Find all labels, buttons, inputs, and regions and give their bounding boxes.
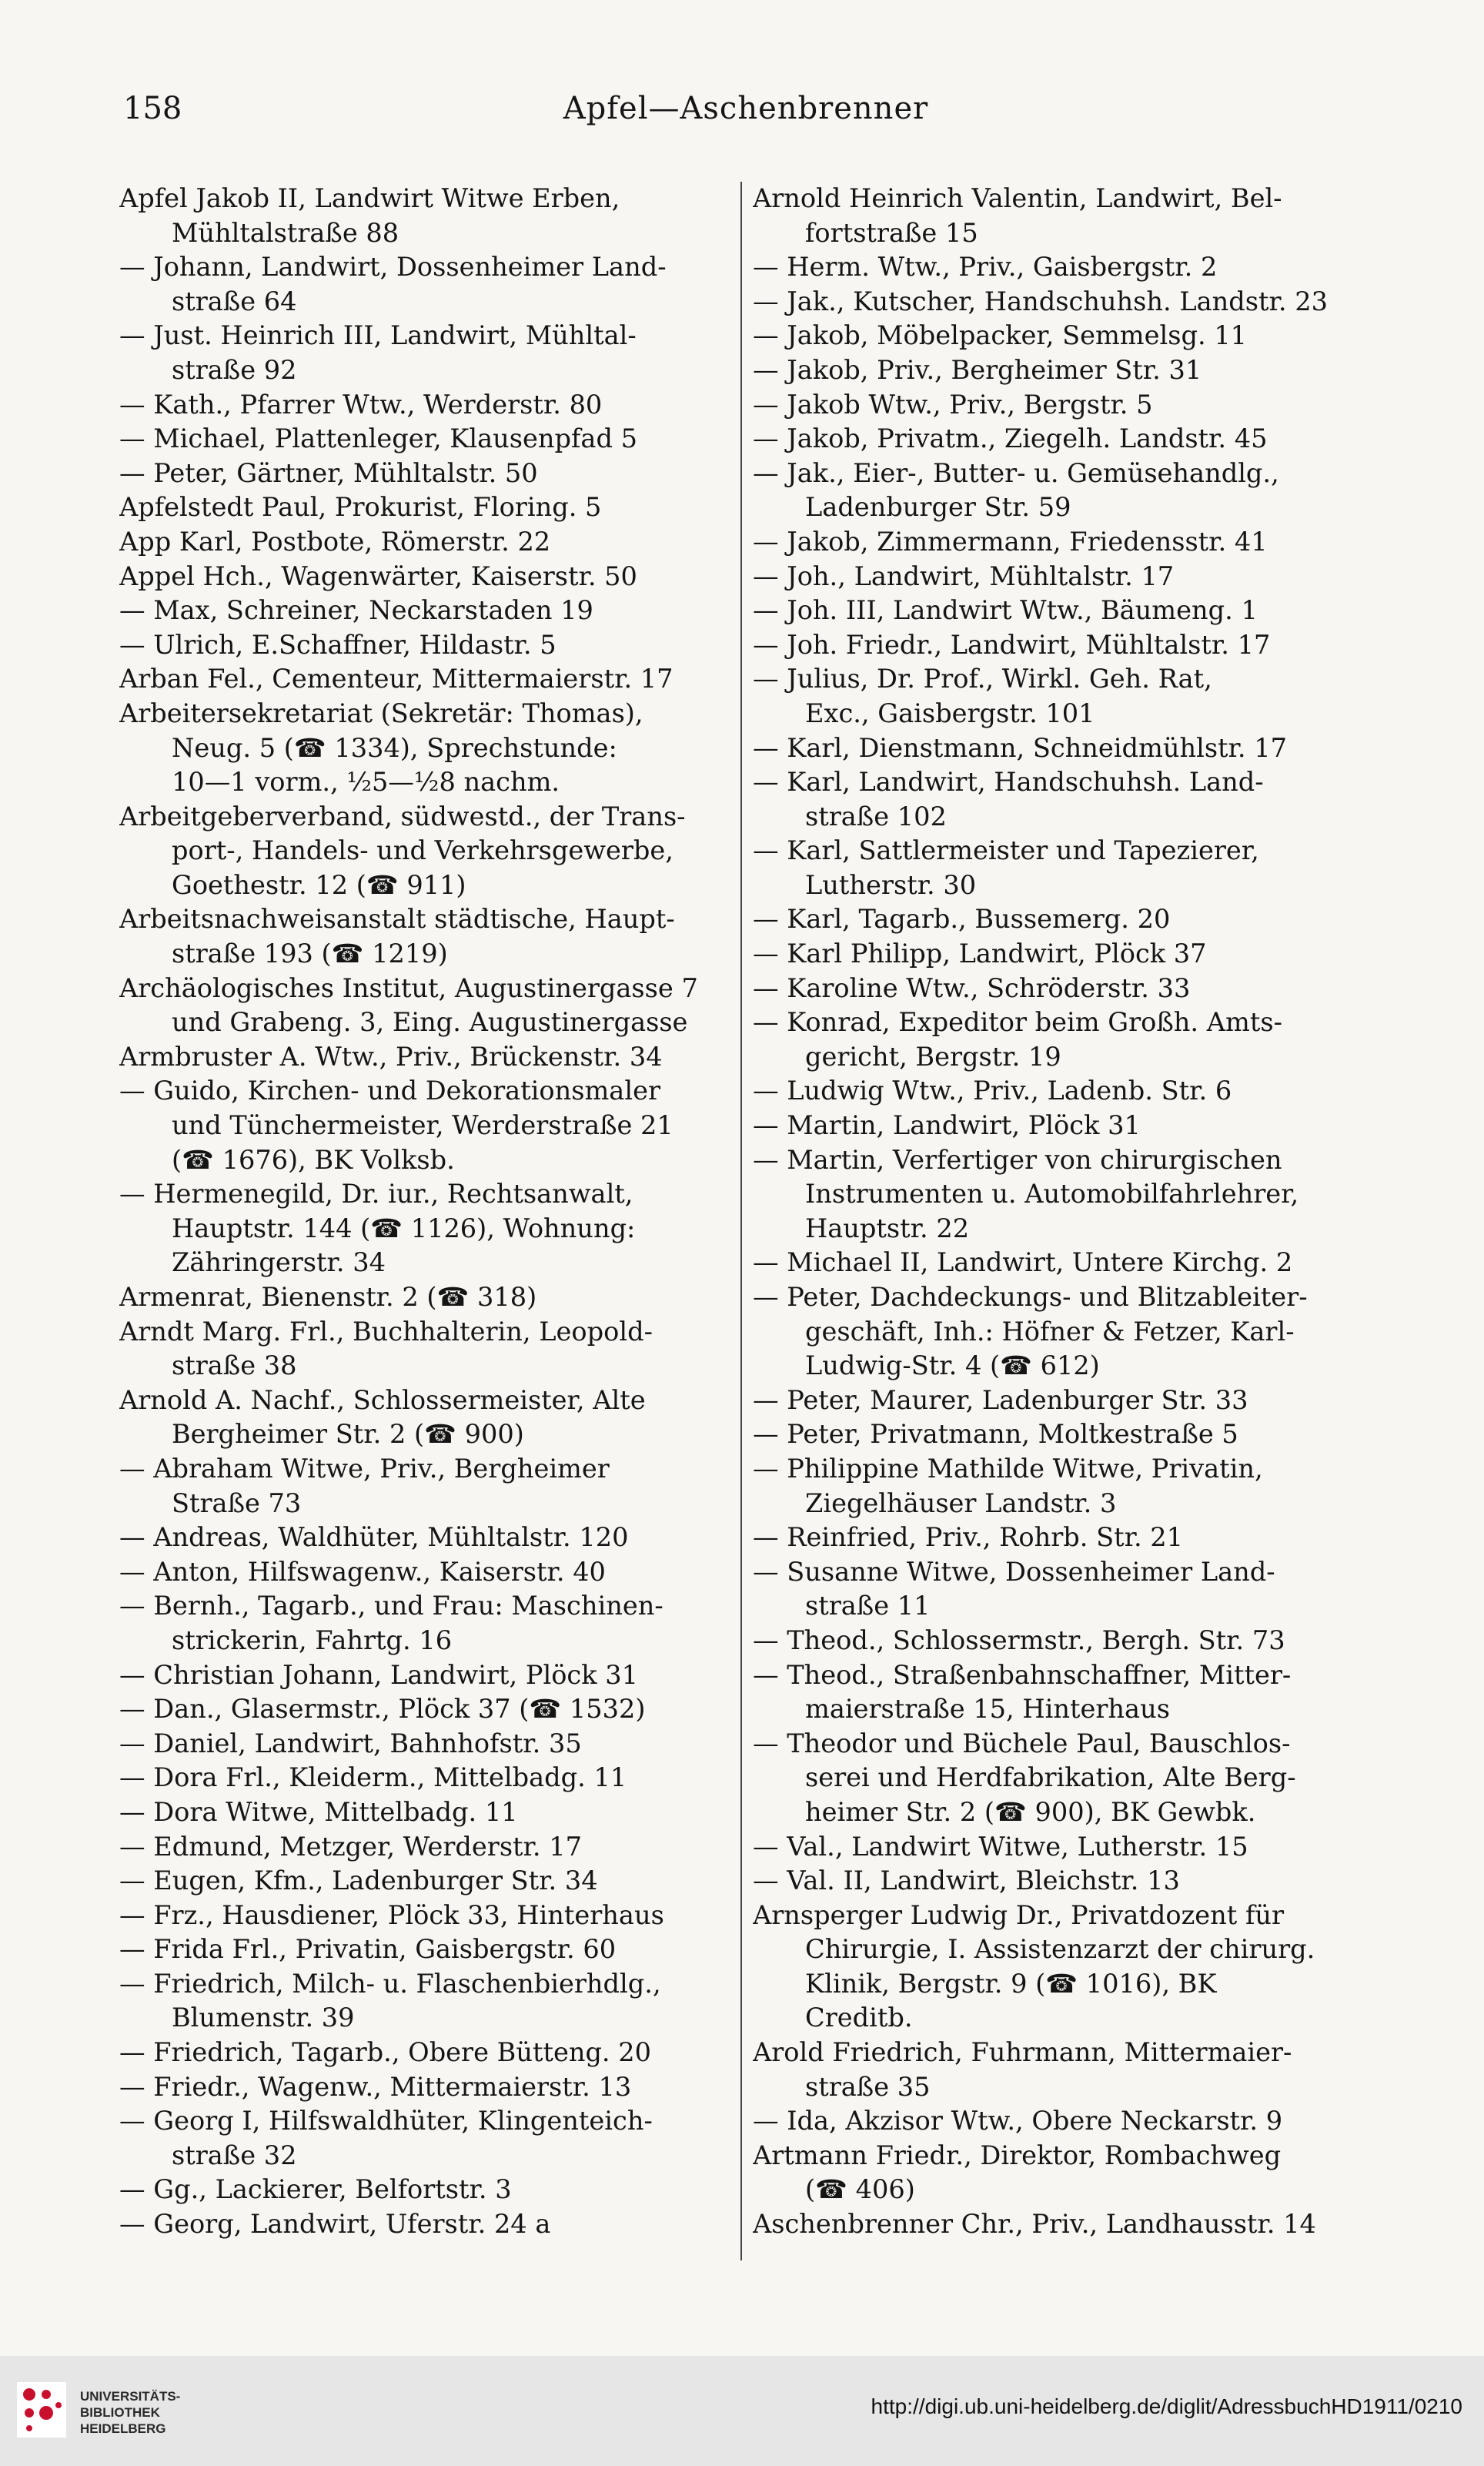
directory-entry — [119, 628, 727, 663]
entry-line: Armbruster A. Wtw., Priv., Brückenstr. 34 — [119, 1041, 663, 1072]
column-divider — [740, 182, 742, 2260]
directory-entry — [119, 1555, 727, 1590]
page-number: 158 — [123, 91, 182, 126]
entry-continuation-line: Instrumenten u. Automobilfahrlehrer, — [805, 1179, 1299, 1210]
directory-entry — [119, 490, 727, 525]
directory-entry — [753, 1521, 1372, 1555]
entry-continuation-line: 10—1 vorm., ½5—½8 nachm. — [172, 767, 560, 798]
entry-line: — Karoline Wtw., Schröderstr. 33 — [753, 972, 1191, 1003]
entry-line: Arbeitsnachweisanstalt städtische, Haupt- — [119, 904, 675, 935]
entry-line: Armenrat, Bienenstr. 2 (☎ 318) — [119, 1282, 537, 1312]
entry-continuation-line: Mühltalstraße 88 — [172, 217, 399, 248]
entry-continuation-line: Neug. 5 (☎ 1334), Sprechstunde: — [172, 732, 617, 763]
entry-continuation-line: (☎ 406) — [805, 2174, 915, 2205]
directory-entry — [119, 1864, 727, 1899]
directory-entry — [753, 560, 1372, 594]
directory-entry — [119, 250, 727, 319]
entry-line: — Peter, Gärtner, Mühltalstr. 50 — [119, 457, 538, 488]
entry-line: — Daniel, Landwirt, Bahnhofstr. 35 — [119, 1728, 582, 1758]
directory-entry — [753, 1417, 1372, 1452]
entry-line: — Peter, Maurer, Ladenburger Str. 33 — [753, 1384, 1248, 1415]
directory-entry — [119, 1074, 727, 1177]
entry-line: — Gg., Lackierer, Belfortstr. 3 — [119, 2174, 512, 2205]
entry-continuation-line: (☎ 1676), BK Volksb. — [172, 1144, 455, 1175]
entry-line: Aschenbrenner Chr., Priv., Landhausstr. 14 — [753, 2209, 1316, 2240]
entry-line: — Guido, Kirchen- und Dekorationsmaler — [119, 1076, 660, 1106]
entry-continuation-line: gericht, Bergstr. 19 — [805, 1041, 1061, 1072]
entry-line: — Karl, Tagarb., Bussemerg. 20 — [753, 904, 1171, 935]
directory-entry — [119, 1830, 727, 1865]
entry-continuation-line: straße 102 — [805, 801, 947, 831]
entry-continuation-line: Klinik, Bergstr. 9 (☎ 1016), BK — [805, 1968, 1217, 1999]
directory-entry — [119, 2104, 727, 2173]
directory-entry — [753, 1074, 1372, 1109]
entry-line: — Ludwig Wtw., Priv., Ladenb. Str. 6 — [753, 1076, 1232, 1106]
entry-line: — Karl, Sattlermeister und Tapezierer, — [753, 835, 1259, 866]
directory-entry — [119, 2036, 727, 2070]
entry-line: — Eugen, Kfm., Ladenburger Str. 34 — [119, 1865, 598, 1896]
entry-line: Arndt Marg. Frl., Buchhalterin, Leopold- — [119, 1316, 653, 1347]
directory-entry — [753, 353, 1372, 388]
directory-entry — [119, 1932, 727, 1967]
directory-entry — [119, 388, 727, 423]
entry-continuation-line: Ludwig-Str. 4 (☎ 612) — [805, 1350, 1100, 1381]
entry-continuation-line: strickerin, Fahrtg. 16 — [172, 1624, 453, 1655]
entry-line: Appel Hch., Wagenwärter, Kaiserstr. 50 — [119, 560, 637, 591]
entry-continuation-line: Ziegelhäuser Landstr. 3 — [805, 1487, 1117, 1518]
directory-entry — [119, 560, 727, 594]
entry-continuation-line: straße 92 — [172, 354, 297, 385]
directory-entry — [119, 525, 727, 560]
entry-line: — Joh. Friedr., Landwirt, Mühltalstr. 17 — [753, 629, 1271, 660]
directory-entry — [119, 1967, 727, 2036]
entry-continuation-line: Chirurgie, I. Assistenzarzt der chirurg. — [805, 1934, 1315, 1965]
entry-line: Arbeitgeberverband, südwestd., der Trans- — [119, 801, 686, 831]
directory-entry — [119, 319, 727, 387]
directory-entry — [119, 1315, 727, 1384]
entry-continuation-line: straße 32 — [172, 2140, 297, 2170]
entry-continuation-line: und Grabeng. 3, Eing. Augustinergasse — [172, 1007, 688, 1038]
entry-line: — Joh. III, Landwirt Wtw., Bäumeng. 1 — [753, 595, 1258, 626]
entry-line: Apfel Jakob II, Landwirt Witwe Erben, — [119, 183, 620, 213]
directory-entry — [119, 1795, 727, 1830]
library-name[interactable] — [80, 2388, 180, 2437]
directory-entry — [119, 1692, 727, 1727]
right-column — [753, 182, 1372, 2242]
directory-entry — [753, 319, 1372, 353]
entry-line: — Karl, Dienstmann, Schneidmühlstr. 17 — [753, 732, 1287, 763]
entry-continuation-line: Blumenstr. 39 — [172, 2003, 355, 2033]
running-title: Apfel—Aschenbrenner — [563, 91, 929, 126]
directory-entry — [119, 1899, 727, 1933]
page-header — [123, 91, 1369, 137]
directory-entry — [753, 388, 1372, 423]
directory-entry — [119, 2173, 727, 2207]
directory-entry — [753, 250, 1372, 285]
entry-line: — Julius, Dr. Prof., Wirkl. Geh. Rat, — [753, 664, 1212, 694]
directory-entry — [753, 1109, 1372, 1143]
directory-entry — [119, 457, 727, 491]
entry-line: — Jak., Kutscher, Handschuhsh. Landstr. 23 — [753, 286, 1328, 316]
entry-continuation-line: Hauptstr. 144 (☎ 1126), Wohnung: — [172, 1213, 636, 1243]
directory-entry — [753, 1624, 1372, 1658]
directory-entry — [119, 1452, 727, 1521]
entry-line: — Ida, Akzisor Wtw., Obere Neckarstr. 9 — [753, 2106, 1283, 2136]
directory-entry — [119, 594, 727, 628]
entry-line: Archäologisches Institut, Augustinergasse 7 — [119, 972, 698, 1003]
directory-entry — [119, 1658, 727, 1693]
directory-entry — [119, 902, 727, 971]
entry-line: — Georg, Landwirt, Uferstr. 24 a — [119, 2209, 551, 2240]
entry-continuation-line: straße 38 — [172, 1350, 297, 1381]
entry-line: — Peter, Dachdeckungs- und Blitzableiter- — [753, 1282, 1308, 1312]
directory-entry — [753, 1384, 1372, 1418]
entry-continuation-line: serei und Herdfabrikation, Alte Berg- — [805, 1762, 1296, 1793]
directory-entry — [753, 2036, 1372, 2104]
directory-entry — [753, 731, 1372, 766]
entry-line: Artmann Friedr., Direktor, Rombachweg — [753, 2140, 1282, 2170]
entry-continuation-line: Ladenburger Str. 59 — [805, 492, 1071, 523]
entry-line: Arban Fel., Cementeur, Mittermaierstr. 17 — [119, 664, 673, 694]
entry-line: — Jakob, Priv., Bergheimer Str. 31 — [753, 354, 1202, 385]
entry-line: — Jak., Eier-, Butter- u. Gemüsehandlg., — [753, 457, 1279, 488]
directory-entry — [753, 2139, 1372, 2207]
entry-continuation-line: maierstraße 15, Hinterhaus — [805, 1694, 1170, 1725]
entry-line: — Jakob, Zimmermann, Friedensstr. 41 — [753, 526, 1268, 557]
entry-continuation-line: Hauptstr. 22 — [805, 1213, 970, 1243]
directory-entry — [753, 182, 1372, 250]
entry-line: — Karl Philipp, Landwirt, Plöck 37 — [753, 939, 1207, 969]
directory-entry — [753, 1658, 1372, 1727]
entry-line: — Val. II, Landwirt, Bleichstr. 13 — [753, 1865, 1180, 1896]
entry-line: — Michael II, Landwirt, Untere Kirchg. 2 — [753, 1247, 1293, 1278]
directory-entry — [753, 1899, 1372, 2036]
entry-continuation-line: Straße 73 — [172, 1487, 302, 1518]
viewer-footer — [0, 2356, 1484, 2466]
directory-entry — [119, 1177, 727, 1280]
entry-continuation-line: Zähringerstr. 34 — [172, 1247, 386, 1278]
entry-line: — Kath., Pfarrer Wtw., Werderstr. 80 — [119, 389, 603, 420]
library-name-line: BIBLIOTHEK — [80, 2405, 160, 2420]
entry-line: Arnold A. Nachf., Schlossermeister, Alte — [119, 1384, 646, 1415]
entry-line: — Karl, Landwirt, Handschuhsh. Land- — [753, 767, 1264, 798]
entry-line: — Just. Heinrich III, Landwirt, Mühltal- — [119, 320, 637, 351]
directory-entry — [119, 662, 727, 697]
directory-entry — [753, 902, 1372, 937]
entry-line: — Theod., Schlossermstr., Bergh. Str. 73 — [753, 1624, 1285, 1655]
directory-entry — [119, 1521, 727, 1555]
entry-continuation-line: Bergheimer Str. 2 (☎ 900) — [172, 1419, 524, 1450]
entry-line: — Dora Frl., Kleiderm., Mittelbadg. 11 — [119, 1762, 627, 1793]
entry-continuation-line: straße 35 — [805, 2071, 931, 2102]
entry-line: — Andreas, Waldhüter, Mühltalstr. 120 — [119, 1522, 629, 1553]
entry-line: Arnsperger Ludwig Dr., Privatdozent für — [753, 1899, 1285, 1930]
entry-continuation-line: Lutherstr. 30 — [805, 869, 977, 900]
entry-line: — Konrad, Expeditor beim Großh. Amts- — [753, 1007, 1282, 1038]
directory-entry — [753, 2207, 1372, 2242]
directory-entry — [753, 628, 1372, 663]
entry-continuation-line: und Tünchermeister, Werderstraße 21 — [172, 1110, 673, 1141]
library-name-line: HEIDELBERG — [80, 2421, 166, 2436]
entry-line: — Edmund, Metzger, Werderstr. 17 — [119, 1831, 582, 1862]
directory-entry — [753, 1005, 1372, 1074]
directory-entry — [753, 2104, 1372, 2139]
entry-line: — Hermenegild, Dr. iur., Rechtsanwalt, — [119, 1179, 633, 1210]
directory-entry — [753, 285, 1372, 320]
entry-line: — Christian Johann, Landwirt, Plöck 31 — [119, 1659, 638, 1690]
entry-line: Arbeitersekretariat (Sekretär: Thomas), — [119, 698, 643, 728]
directory-entry — [119, 697, 727, 800]
directory-entry — [753, 1830, 1372, 1865]
entry-line: — Martin, Verfertiger von chirurgischen — [753, 1144, 1282, 1175]
directory-entry — [119, 1384, 727, 1452]
entry-continuation-line: straße 64 — [172, 286, 297, 316]
entry-line: — Frz., Hausdiener, Plöck 33, Hinterhaus — [119, 1899, 664, 1930]
entry-line: Arold Friedrich, Fuhrmann, Mittermaier- — [753, 2037, 1292, 2068]
directory-entry — [753, 422, 1372, 457]
left-column — [119, 182, 727, 2242]
entry-continuation-line: straße 11 — [805, 1591, 931, 1621]
entry-line: — Jakob Wtw., Priv., Bergstr. 5 — [753, 389, 1153, 420]
entry-continuation-line: geschäft, Inh.: Höfner & Fetzer, Karl- — [805, 1316, 1295, 1347]
directory-entry — [753, 937, 1372, 972]
entry-continuation-line: Goethestr. 12 (☎ 911) — [172, 869, 466, 900]
entry-line: — Georg I, Hilfswaldhüter, Klingenteich- — [119, 2106, 653, 2136]
directory-entry — [119, 1280, 727, 1315]
directory-entry — [753, 662, 1372, 731]
entry-line: — Dan., Glasermstr., Plöck 37 (☎ 1532) — [119, 1694, 646, 1725]
directory-entry — [753, 1246, 1372, 1280]
directory-entry — [119, 1761, 727, 1795]
entry-line: — Jakob, Privatm., Ziegelh. Landstr. 45 — [753, 423, 1268, 454]
directory-entry — [753, 972, 1372, 1006]
entry-line: — Reinfried, Priv., Rohrb. Str. 21 — [753, 1522, 1184, 1553]
directory-entry — [753, 1143, 1372, 1246]
entry-line: — Ulrich, E.Schaffner, Hildastr. 5 — [119, 629, 556, 660]
entry-line: Apfelstedt Paul, Prokurist, Floring. 5 — [119, 492, 602, 523]
entry-line: — Bernh., Tagarb., und Frau: Maschinen- — [119, 1591, 663, 1621]
entry-line: — Jakob, Möbelpacker, Semmelsg. 11 — [753, 320, 1248, 351]
entry-continuation-line: Exc., Gaisbergstr. 101 — [805, 698, 1095, 728]
university-library-logo-icon[interactable] — [17, 2382, 66, 2438]
entry-continuation-line: straße 193 (☎ 1219) — [172, 939, 448, 969]
entry-line: — Herm. Wtw., Priv., Gaisbergstr. 2 — [753, 252, 1218, 283]
library-name-line: UNIVERSITÄTS- — [80, 2389, 181, 2404]
entry-line: — Friedrich, Milch- u. Flaschenbierhdlg., — [119, 1968, 661, 1999]
entry-line: App Karl, Postbote, Römerstr. 22 — [119, 526, 551, 557]
directory-entry — [753, 765, 1372, 834]
entry-line: — Martin, Landwirt, Plöck 31 — [753, 1110, 1141, 1141]
directory-entry — [753, 1452, 1372, 1521]
entry-line: — Anton, Hilfswagenw., Kaiserstr. 40 — [119, 1556, 606, 1587]
directory-entry — [119, 182, 727, 250]
directory-entry — [753, 1555, 1372, 1624]
entry-line: — Abraham Witwe, Priv., Bergheimer — [119, 1453, 610, 1484]
entry-continuation-line: port-, Handels- und Verkehrsgewerbe, — [172, 835, 673, 866]
entry-continuation-line: heimer Str. 2 (☎ 900), BK Gewbk. — [805, 1796, 1256, 1827]
directory-entry — [119, 2070, 727, 2105]
directory-entry — [119, 422, 727, 457]
entry-line: — Friedrich, Tagarb., Obere Bütteng. 20 — [119, 2037, 652, 2068]
directory-entry — [753, 1864, 1372, 1899]
entry-line: — Joh., Landwirt, Mühltalstr. 17 — [753, 560, 1175, 591]
entry-line: — Max, Schreiner, Neckarstaden 19 — [119, 595, 593, 626]
entry-line: — Theod., Straßenbahnschaffner, Mitter- — [753, 1659, 1292, 1690]
entry-continuation-line: Creditb. — [805, 2003, 913, 2033]
directory-entry — [753, 1727, 1372, 1830]
directory-entry — [119, 972, 727, 1040]
entry-line: — Susanne Witwe, Dossenheimer Land- — [753, 1556, 1275, 1587]
directory-entry — [753, 1280, 1372, 1384]
directory-entry — [753, 457, 1372, 525]
directory-entry — [119, 800, 727, 903]
permalink-url[interactable]: http://digi.ub.uni-heidelberg.de/diglit/AdressbuchHD1911/0210 — [871, 2394, 1462, 2418]
directory-entry — [753, 834, 1372, 902]
entry-line: — Val., Landwirt Witwe, Lutherstr. 15 — [753, 1831, 1248, 1862]
entry-line: — Frida Frl., Privatin, Gaisbergstr. 60 — [119, 1934, 617, 1965]
entry-line: Arnold Heinrich Valentin, Landwirt, Bel- — [753, 183, 1282, 213]
entry-line: — Theodor und Büchele Paul, Bauschlos- — [753, 1728, 1291, 1758]
directory-entry — [119, 2207, 727, 2242]
entry-line: — Peter, Privatmann, Moltkestraße 5 — [753, 1419, 1238, 1450]
entry-line: — Friedr., Wagenw., Mittermaierstr. 13 — [119, 2071, 632, 2102]
entry-line: — Philippine Mathilde Witwe, Privatin, — [753, 1453, 1263, 1484]
entry-line: — Johann, Landwirt, Dossenheimer Land- — [119, 252, 667, 283]
directory-entry — [119, 1040, 727, 1075]
entry-line: — Michael, Plattenleger, Klausenpfad 5 — [119, 423, 637, 454]
directory-entry — [753, 594, 1372, 628]
entry-continuation-line: fortstraße 15 — [805, 217, 978, 248]
directory-entry — [753, 525, 1372, 560]
directory-entry — [119, 1589, 727, 1658]
entry-line: — Dora Witwe, Mittelbadg. 11 — [119, 1796, 518, 1827]
directory-entry — [119, 1727, 727, 1762]
